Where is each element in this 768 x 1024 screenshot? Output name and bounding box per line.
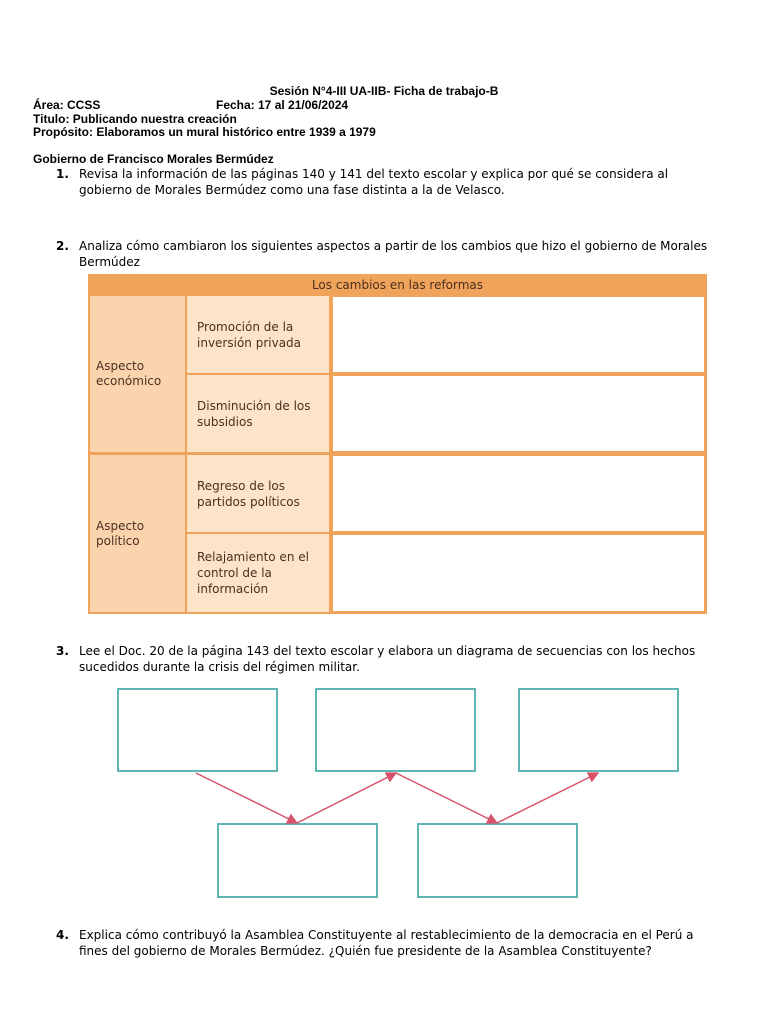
item-label: Relajamiento en el control de la información bbox=[197, 550, 309, 596]
title-label: Titulo: Publicando nuestra creación bbox=[33, 112, 237, 126]
question-3-number: 3. bbox=[56, 644, 69, 658]
arrow-2 bbox=[297, 773, 396, 823]
arrow-3 bbox=[396, 773, 497, 823]
arrow-4 bbox=[497, 773, 598, 823]
question-4-number: 4. bbox=[56, 928, 69, 942]
purpose-label: Propósito: Elaboramos un mural histórico entre 1939 a 1979 bbox=[33, 125, 376, 139]
question-2-number: 2. bbox=[56, 239, 69, 253]
section-title: Gobierno de Francisco Morales Bermúdez bbox=[33, 152, 274, 166]
arrow-1 bbox=[196, 773, 297, 823]
date-label: Fecha: 17 al 21/06/2024 bbox=[216, 98, 349, 112]
item-label: Disminución de los subsidios bbox=[197, 398, 311, 429]
item-label: Regreso de los partidos políticos bbox=[197, 478, 300, 509]
area-label: Área: CCSS bbox=[33, 98, 101, 112]
session-title: Sesión N°4-III UA-IIB- Ficha de trabajo-B bbox=[269, 84, 499, 98]
table-title: Los cambios en las reformas bbox=[311, 278, 484, 292]
aspect-political-label: Aspecto político bbox=[96, 518, 145, 548]
question-4-text: Explica cómo contribuyó la Asamblea Constituyente al restablecimiento de la democracia en el Perú a fines del gobierno de Morales Bermúdez. ¿Quién fue presidente de la Asamblea Constituyente? bbox=[79, 928, 694, 958]
question-1-text: Revisa la información de las páginas 140 y 141 del texto escolar y explica por qué se considera al gobierno de Morales Bermúdez como una fase distinta a la de Velasco. bbox=[79, 167, 669, 197]
question-2-text: Analiza cómo cambiaron los siguientes aspectos a partir de los cambios que hizo el gobierno de Morales Bermúdez bbox=[79, 239, 708, 269]
item-label: Promoción de la inversión privada bbox=[197, 319, 302, 350]
question-1-number: 1. bbox=[56, 167, 69, 181]
aspect-economic-label: Aspecto económico bbox=[96, 359, 162, 388]
question-3-text: Lee el Doc. 20 de la página 143 del texto escolar y elabora un diagrama de secuencias con los hechos sucedidos durante la crisis del régimen militar. bbox=[79, 644, 696, 674]
